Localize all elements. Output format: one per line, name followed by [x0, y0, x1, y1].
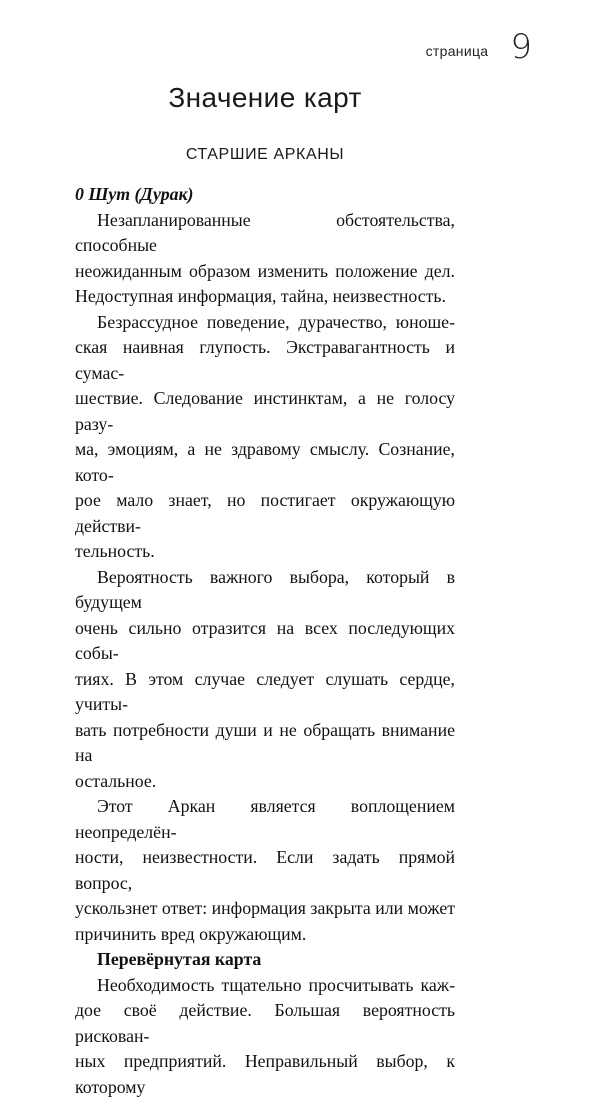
text-line: Необходимость тщательно просчитывать каж- [75, 973, 455, 999]
text-line: ности, неизвестности. Если задать прямой вопрос, [75, 845, 455, 896]
text-line: ных предприятий. Неправильный выбор, к которому [75, 1049, 455, 1100]
text-line: очень сильно отразится на всех последующих собы- [75, 616, 455, 667]
text-line: Этот Аркан является воплощением неопределён- [75, 794, 455, 845]
text-line: Недоступная информация, тайна, неизвестность. [75, 284, 455, 310]
page-number: 9 [510, 30, 532, 64]
paragraph-4 [75, 794, 455, 947]
reversed-paragraph [75, 973, 455, 1100]
body-text [75, 182, 455, 1100]
text-line: ская наивная глупость. Экстравагантность и сумас- [75, 335, 455, 386]
text-line: вать потребности души и не обращать внимание на [75, 718, 455, 769]
text-line: Незапланированные обстоятельства, способные [75, 208, 455, 259]
text-line: Безрассудное поведение, дурачество, юноше- [75, 310, 455, 336]
chapter-title: Значение карт [0, 82, 530, 114]
page-label: страница [426, 43, 489, 64]
text-line: неожиданным образом изменить положение дел. [75, 259, 455, 285]
card-heading: 0 Шут (Дурак) [75, 182, 455, 208]
section-title: СТАРШИЕ АРКАНЫ [0, 146, 530, 164]
reversed-card-heading: Перевёрнутая карта [75, 947, 455, 973]
text-line: причинить вред окружающим. [75, 922, 455, 948]
text-line: ма, эмоциям, а не здравому смыслу. Сознание, кото- [75, 437, 455, 488]
paragraph-2 [75, 310, 455, 565]
text-line: ускользнет ответ: информация закрыта или может [75, 896, 455, 922]
paragraph-1 [75, 208, 455, 310]
text-line: дое своё действие. Большая вероятность рискован- [75, 998, 455, 1049]
text-line: рое мало знает, но постигает окружающую действи- [75, 488, 455, 539]
paragraph-3 [75, 565, 455, 795]
running-header [426, 30, 532, 64]
text-line: тиях. В этом случае следует слушать сердце, учиты- [75, 667, 455, 718]
text-line: Вероятность важного выбора, который в будущем [75, 565, 455, 616]
text-line: шествие. Следование инстинктам, а не голосу разу- [75, 386, 455, 437]
text-line: остальное. [75, 769, 455, 795]
text-line: тельность. [75, 539, 455, 565]
